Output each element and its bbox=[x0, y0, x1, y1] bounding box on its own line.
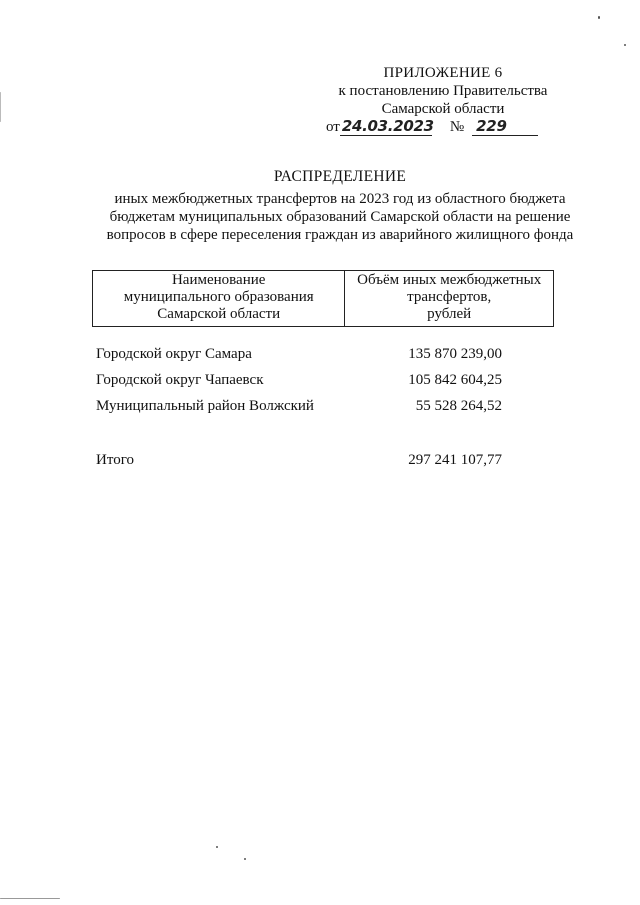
appendix-title: ПРИЛОЖЕНИЕ 6 bbox=[383, 65, 503, 81]
appendix-block bbox=[318, 64, 568, 118]
municipality-name: Городской округ Чапаевск bbox=[96, 372, 264, 388]
transfer-amount: 105 842 604,25 bbox=[408, 372, 502, 388]
header-text-line: трансфертов, bbox=[407, 289, 492, 305]
header-text-line: Объём иных межбюджетных bbox=[357, 272, 542, 288]
header-text-line: Наименование bbox=[171, 272, 266, 288]
transfer-amount: 55 528 264,52 bbox=[415, 398, 502, 414]
municipality-name: Городской округ Самара bbox=[96, 346, 252, 362]
subheading-line: вопросов в сфере переселения граждан из аварийного жилищного фонда bbox=[106, 227, 574, 243]
table-row bbox=[96, 346, 556, 372]
scan-speck bbox=[0, 92, 1, 122]
municipality-name: Муниципальный район Волжский bbox=[96, 398, 314, 414]
header-text-line: рублей bbox=[427, 306, 472, 322]
scan-speck bbox=[598, 16, 600, 19]
total-label: Итого bbox=[96, 452, 134, 468]
header-text-line: муниципального образования bbox=[123, 289, 314, 305]
handwritten-date: 24.03.2023 bbox=[341, 117, 434, 135]
table-row bbox=[96, 398, 556, 424]
scan-speck bbox=[624, 44, 626, 46]
transfer-amount: 135 870 239,00 bbox=[408, 346, 502, 362]
distribution-table-header bbox=[92, 270, 554, 327]
scan-speck bbox=[244, 858, 246, 860]
number-sign: № bbox=[449, 119, 465, 135]
document-subheading bbox=[60, 190, 620, 244]
table-row bbox=[96, 372, 556, 398]
column-header-municipality bbox=[93, 271, 345, 327]
scan-speck bbox=[216, 846, 218, 848]
handwritten-number: 229 bbox=[472, 117, 538, 136]
scan-speck bbox=[0, 898, 60, 899]
appendix-decree-line: к постановлению Правительства bbox=[338, 83, 548, 99]
appendix-region-line: Самарской области bbox=[381, 101, 505, 117]
document-heading: РАСПРЕДЕЛЕНИЕ bbox=[273, 168, 407, 185]
column-header-amount bbox=[345, 271, 554, 327]
distribution-rows bbox=[96, 346, 556, 424]
subheading-line: бюджетам муниципальных образований Самарской области на решение bbox=[109, 209, 571, 225]
header-text-line: Самарской области bbox=[157, 306, 281, 322]
date-prefix: от bbox=[326, 119, 340, 135]
decree-signature-row bbox=[326, 117, 538, 136]
total-amount: 297 241 107,77 bbox=[408, 452, 502, 468]
subheading-line: иных межбюджетных трансфертов на 2023 год из областного бюджета bbox=[114, 191, 566, 207]
